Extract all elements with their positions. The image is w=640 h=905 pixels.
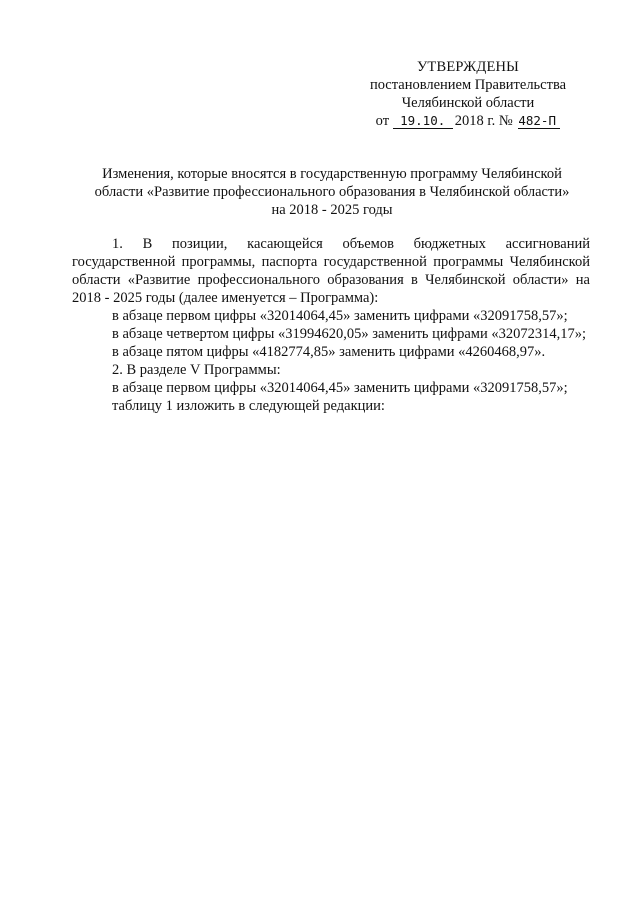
paragraph-7: таблицу 1 изложить в следующей редакции: [112,398,385,414]
year-text: 2018 г. [454,113,496,129]
paragraph-6: в абзаце первом цифры «32014064,45» заменить цифрами «32091758,57»; [112,380,568,396]
paragraph-1: 1. В позиции, касающейся объемов бюджетных ассигнований государственной программы, паспорта государственной программы Челябинской области «Развитие профессионального образования в Челябинской области» на 2018 - 2025 годы (далее именуется – Программа): [72,236,590,306]
document-title [72,165,592,219]
approval-block [348,58,588,130]
number-prefix: № [498,113,513,129]
approval-line-1: постановлением Правительства [369,77,567,93]
title-line-3: на 2018 - 2025 годы [271,202,393,218]
date-prefix: от [375,113,390,129]
approval-heading: УТВЕРЖДЕНЫ [416,59,520,75]
approval-date-line [348,112,588,130]
document-body [72,235,590,415]
date-value: 19.10. [393,114,453,129]
title-line-2: области «Развитие профессионального образования в Челябинской области» [94,184,570,200]
approval-line-2: Челябинской области [401,95,535,111]
paragraph-2: в абзаце первом цифры «32014064,45» заменить цифрами «32091758,57»; [112,308,568,324]
title-line-1: Изменения, которые вносятся в государственную программу Челябинской [102,166,562,182]
paragraph-3: в абзаце четвертом цифры «31994620,05» заменить цифрами «32072314,17»; [112,326,586,342]
paragraph-5: 2. В разделе V Программы: [112,362,281,378]
paragraph-4: в абзаце пятом цифры «4182774,85» заменить цифрами «4260468,97». [112,344,546,360]
number-value: 482-П [518,114,560,129]
